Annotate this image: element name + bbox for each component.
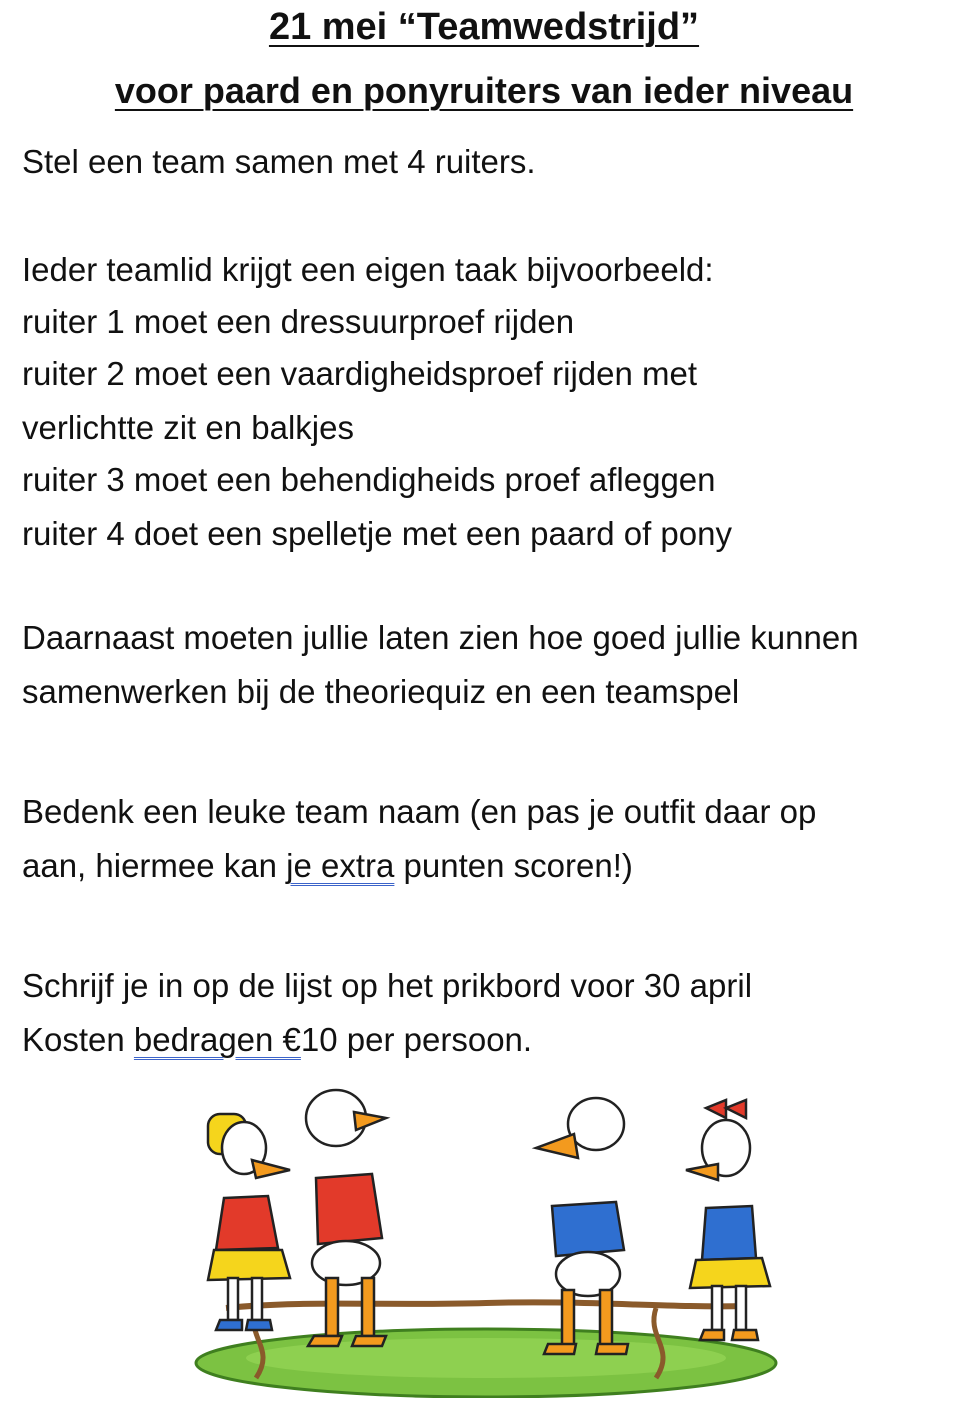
spellcheck-mark: je extra [286, 847, 395, 884]
duck-3 [536, 1098, 628, 1354]
title-date: 21 mei “Teamwedstrijd” [268, 6, 700, 48]
teamwork-text-1: Daarnaast moeten jullie laten zien hoe goed jullie kunnen [22, 619, 859, 656]
rider-2-task-cont: verlichtte zit en balkjes [22, 409, 354, 446]
cost-text [22, 1020, 532, 1060]
tug-of-war-illustration [186, 1078, 786, 1398]
rider-4-task: ruiter 4 doet een spelletje met een paard of pony [22, 515, 732, 552]
teamwork-text-2: samenwerken bij de theoriequiz en een teamspel [22, 673, 740, 710]
intro-text: Stel een team samen met 4 ruiters. [22, 143, 536, 180]
title-line-1 [0, 4, 968, 50]
task-intro-text: Ieder teamlid krijgt een eigen taak bijvoorbeeld: [22, 251, 714, 288]
rider-1-task: ruiter 1 moet een dressuurproef rijden [22, 303, 575, 340]
spellcheck-mark-2: bedragen € [133, 1021, 301, 1058]
duck-1 [208, 1114, 290, 1330]
team-name-post: punten scoren!) [394, 847, 633, 884]
duck-2 [306, 1090, 386, 1346]
team-name-text-1: Bedenk een leuke team naam (en pas je outfit daar op [22, 793, 817, 830]
title-subtitle: voor paard en ponyruiters van ieder niveau [114, 70, 854, 111]
cost-post: 10 per persoon. [300, 1021, 533, 1058]
signup-text: Schrijf je in op de lijst op het prikbord voor 30 april [22, 967, 753, 1004]
title-line-2 [0, 68, 968, 114]
team-name-text-2 [22, 846, 633, 886]
rider-3-task: ruiter 3 moet een behendigheids proef afleggen [22, 461, 716, 498]
rope [226, 1302, 746, 1308]
rider-2-task: ruiter 2 moet een vaardigheidsproef rijden met [22, 355, 698, 392]
cost-pre: Kosten [22, 1021, 134, 1058]
team-name-pre: aan, hiermee kan [22, 847, 287, 884]
